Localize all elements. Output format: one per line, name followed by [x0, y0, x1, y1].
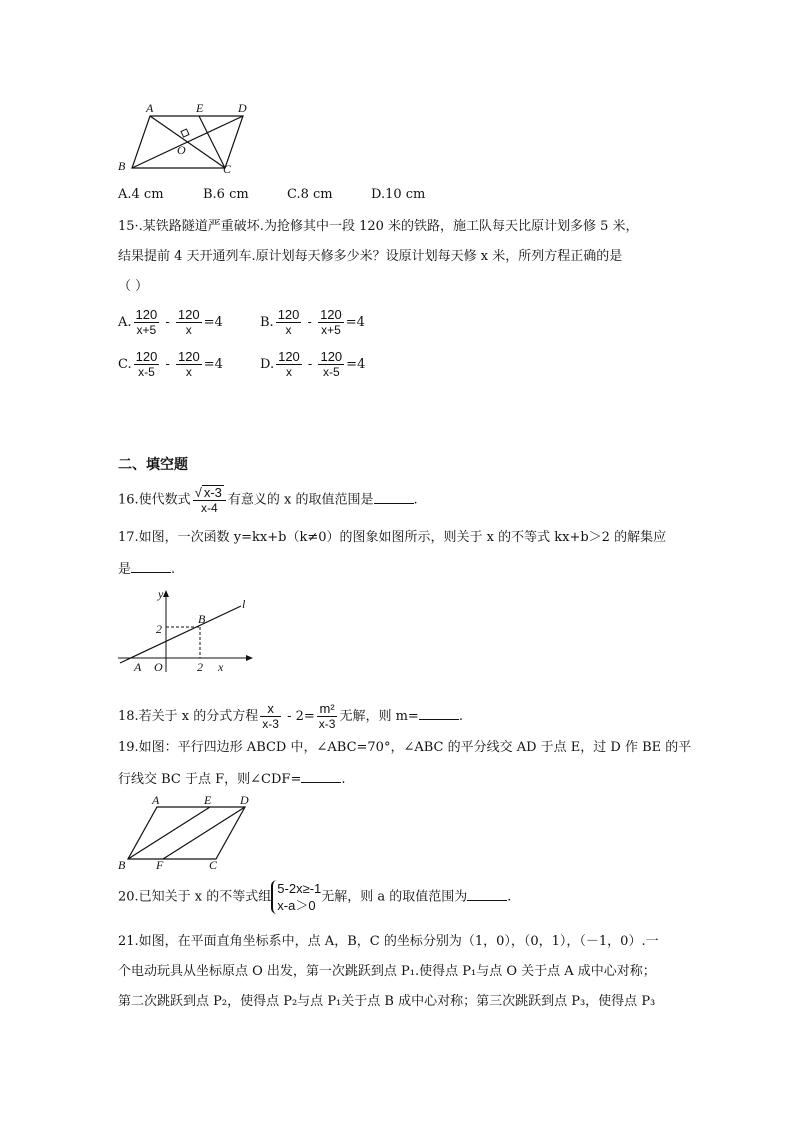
q14-option-c: C.8 cm	[287, 187, 333, 202]
q15-line-3: （ ）	[118, 279, 149, 294]
q17-label-l: l	[242, 597, 246, 611]
q17-label-2y: 2	[156, 622, 162, 636]
q15-line-2: 结果提前 4 天开通列车.原计划每天修多少米？设原计划每天修 x 米，所列方程正确的是	[118, 249, 623, 264]
q18-line: 18.若关于 x 的分式方程 $\frac{x}{x-3}$ - 2= $\frac{\text{m²}}{x-3}$ 无解，则 m= .	[118, 701, 463, 731]
q19-label-b: B	[118, 858, 126, 872]
q19-line-2: 行线交 BC 于点 F，则∠CDF= .	[118, 768, 345, 790]
q19-label-e: E	[204, 795, 212, 807]
q17-label-2x: 2	[197, 660, 203, 673]
q19-line-1: 19.如图：平行四边形 ABCD 中，∠ABC=70°，∠ABC 的平分线交 AD 于点 E，过 D 作 BE 的平	[118, 740, 692, 755]
q15-option-d: D. $\frac{120}{x}$ - $\frac{120}{x-5}$ =4	[260, 349, 366, 379]
q17-label-x: x	[218, 660, 224, 673]
q17-line-2: 是 .	[118, 558, 175, 580]
section-2-title: 二、填空题	[118, 457, 188, 473]
q14-parallelogram-figure	[115, 98, 265, 178]
q21-line-2: 个电动玩具从坐标原点 O 出发，第一次跳跃到点 P₁.使得点 P₁与点 O 关于点 A 成中心对称；	[118, 964, 656, 979]
q19-label-c: C	[209, 858, 218, 872]
q19-answer-blank[interactable]	[301, 768, 341, 783]
q17-linear-function-graph	[118, 588, 258, 673]
q20-line: 20.已知关于 x 的不等式组 5-2x≥-1 x-a＞0 无解，则 a 的取值范围为 .	[118, 881, 512, 913]
q14-option-d: D.10 cm	[371, 187, 426, 202]
q14-option-b: B.6 cm	[203, 187, 249, 202]
q14-label-a: A	[146, 101, 154, 115]
q19-parallelogram-figure	[115, 795, 265, 873]
q17-label-a: A	[134, 660, 142, 673]
q16-answer-blank[interactable]	[374, 489, 414, 504]
q16-line: 16.使代数式 $\frac{√ x-3}{x-4}$ 有意义的 x 的取值范围是 .	[118, 485, 418, 515]
q20-inequality-system: 5-2x≥-1 x-a＞0	[271, 880, 321, 914]
q17-label-b: B	[198, 612, 206, 626]
q19-label-a: A	[152, 795, 160, 807]
q17-label-o: O	[154, 660, 163, 673]
q15-option-a: A. $\frac{120}{x+5}$ - $\frac{120}{x}$ =4	[118, 307, 223, 337]
q15-option-b: B. $\frac{120}{x}$ - $\frac{120}{x+5}$ =4	[260, 307, 365, 337]
q19-label-d: D	[240, 795, 249, 807]
q14-label-o: O	[177, 143, 186, 157]
q21-line-1: 21.如图，在平面直角坐标系中，点 A，B，C 的坐标分别为（1，0），（0，1），（－1，0）.一	[118, 934, 659, 949]
q21-line-3: 第二次跳跃到点 P₂，使得点 P₂与点 P₁关于点 B 成中心对称；第三次跳跃到点 P₃，使得点 P₃	[118, 994, 656, 1009]
q15-line-1: 15·.某铁路隧道严重破坏.为抢修其中一段 120 米的铁路，施工队每天比原计划多修 5 米，	[118, 219, 639, 234]
q17-label-y: y	[158, 588, 164, 601]
q14-label-d: D	[238, 101, 247, 115]
q14-label-e: E	[196, 101, 204, 115]
q19-label-f: F	[156, 858, 164, 872]
q18-answer-blank[interactable]	[419, 705, 459, 720]
q14-label-b: B	[118, 159, 126, 173]
q17-answer-blank[interactable]	[131, 558, 171, 573]
q15-option-c: C. $\frac{120}{x-5}$ - $\frac{120}{x}$ =4	[118, 349, 223, 379]
q14-option-a: A.4 cm	[118, 187, 164, 202]
q20-answer-blank[interactable]	[467, 886, 507, 901]
q14-label-c: C	[223, 162, 232, 176]
q17-line-1: 17.如图，一次函数 y=kx+b（k≠0）的图象如图所示，则关于 x 的不等式 kx+b＞2 的解集应	[118, 530, 667, 545]
